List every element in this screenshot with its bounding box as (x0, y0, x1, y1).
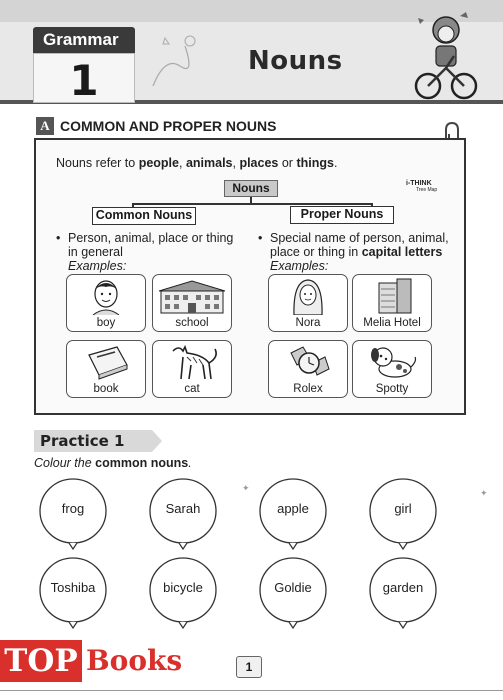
balloon-option[interactable] (356, 477, 450, 555)
proper-examples-label: Examples (270, 259, 325, 273)
common-nouns-heading: Common Nouns (92, 207, 196, 225)
practice-heading: Practice 1 (34, 430, 152, 452)
balloon-option[interactable] (136, 556, 230, 634)
example-label: school (175, 317, 209, 329)
tree-root-nouns: Nouns (224, 180, 278, 197)
balloon-word: apple (277, 501, 309, 516)
example-label: Melia Hotel (363, 317, 421, 329)
example-label: Spotty (375, 383, 409, 395)
example-card-boy (66, 274, 146, 332)
balloon-option[interactable] (26, 477, 120, 555)
dog-icon (353, 343, 431, 381)
balloon-option[interactable] (136, 477, 230, 555)
section-title: COMMON AND PROPER NOUNS (60, 118, 277, 134)
balloon-word: Goldie (274, 580, 312, 595)
unit-box (33, 53, 135, 103)
footer-divider (0, 690, 503, 691)
page-number: 1 (236, 656, 262, 678)
ithink-label: i-THINK (406, 180, 432, 187)
example-card-book (66, 340, 146, 398)
practice-instruction: Colour the common nouns. (34, 456, 192, 470)
boy-icon (67, 277, 145, 315)
intro-word-places: places (239, 156, 279, 170)
example-label: cat (184, 383, 200, 395)
proper-nouns-description: • Special name of person, animal, place or thing in capital letters Examples: (258, 231, 449, 273)
balloon-option[interactable] (356, 556, 450, 634)
example-card-school (152, 274, 232, 332)
balloon-word: Sarah (165, 501, 201, 516)
example-label: book (93, 383, 119, 395)
grammar-tag: Grammar (33, 27, 135, 53)
example-card-nora (268, 274, 348, 332)
example-card-spotty (352, 340, 432, 398)
decor-star: ✦ (242, 483, 250, 493)
proper-nouns-heading: Proper Nouns (290, 206, 394, 224)
doodle-icon (145, 26, 205, 96)
common-nouns-description: • Person, animal, place or thing in general Examples: (56, 231, 234, 273)
common-examples-label: Examples (68, 259, 123, 273)
cat-icon (153, 343, 231, 381)
header-banner (0, 0, 503, 104)
balloon-word: frog (61, 501, 85, 516)
school-icon (153, 277, 231, 315)
page-title: Nouns (248, 46, 343, 76)
intro-word-animals: animals (185, 156, 233, 170)
example-label: boy (96, 317, 116, 329)
example-label: Rolex (293, 383, 323, 395)
balloon-option[interactable] (246, 556, 340, 634)
brand-books: Books (86, 644, 183, 677)
intro-text: Nouns refer to people, animals, places or things. (56, 156, 338, 170)
brand-top: TOP (0, 640, 82, 682)
balloon-option[interactable] (26, 556, 120, 634)
topbooks-logo (0, 640, 190, 684)
section-letter: A (36, 117, 54, 135)
cyclist-kid-icon (410, 10, 480, 102)
intro-word-things: things (296, 156, 334, 170)
balloon-word: bicycle (163, 580, 203, 595)
book-icon (67, 343, 145, 381)
example-card-melia-hotel (352, 274, 432, 332)
ithink-sub: Tree Map (416, 187, 438, 193)
example-card-cat (152, 340, 232, 398)
intro-word-people: people (138, 156, 179, 170)
example-label: Nora (295, 317, 321, 329)
balloon-word: Toshiba (50, 580, 96, 595)
ithink-tree-map-badge (406, 180, 446, 202)
unit-number: 1 (69, 56, 99, 104)
decor-star: ✦ (480, 488, 488, 498)
tree-connector (132, 203, 372, 205)
example-card-rolex (268, 340, 348, 398)
balloon-word: girl (394, 501, 412, 516)
watch-icon (269, 343, 347, 381)
nouns-info-box (34, 138, 466, 415)
balloon-option[interactable] (246, 477, 340, 555)
balloon-word: garden (382, 580, 424, 595)
nora-icon (269, 277, 347, 315)
hotel-icon (353, 277, 431, 315)
section-a-heading (36, 117, 277, 135)
